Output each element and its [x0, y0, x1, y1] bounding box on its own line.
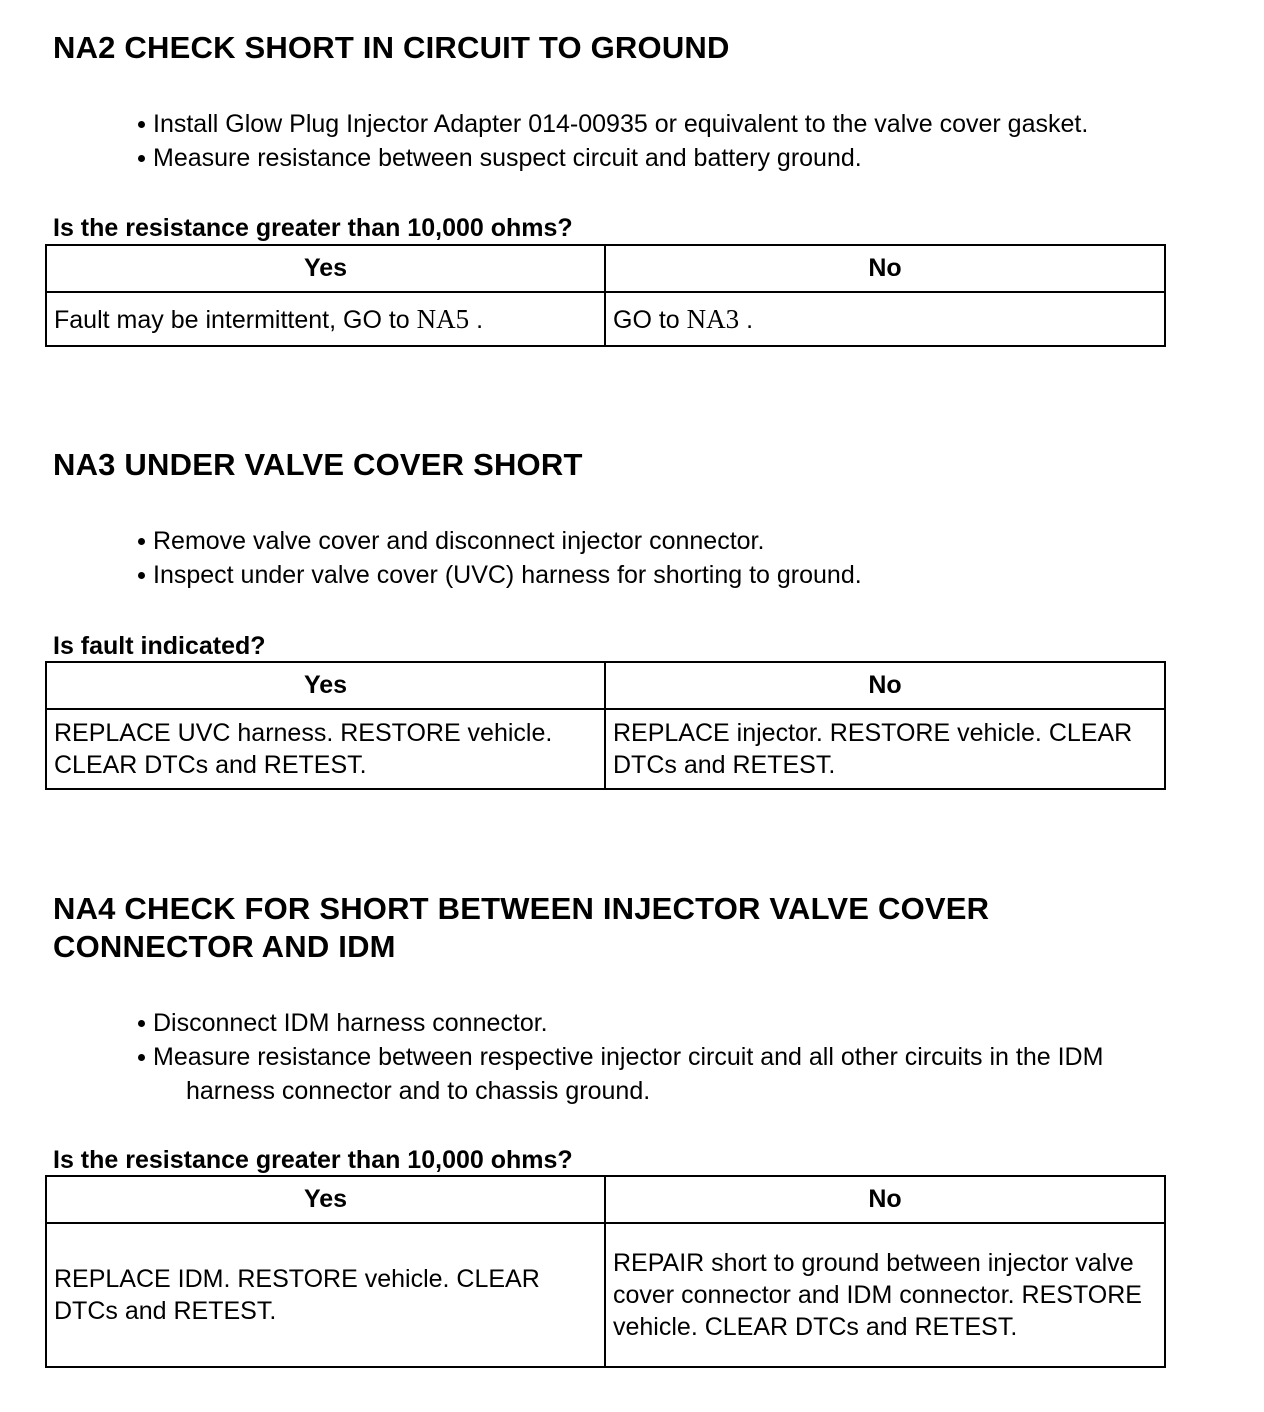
table-header-row — [46, 245, 1165, 292]
list-item: Install Glow Plug Injector Adapter 014-00935 or equivalent to the valve cover gasket. — [136, 107, 1088, 141]
yes-header: Yes — [46, 245, 605, 292]
yes-action: Fault may be intermittent, GO to NA5 . — [46, 292, 605, 346]
step-title: NA2 CHECK SHORT IN CIRCUIT TO GROUND — [53, 30, 730, 65]
table-header-row — [46, 1176, 1165, 1223]
step-question: Is the resistance greater than 10,000 ohms? — [53, 214, 573, 242]
bullet-icon — [138, 538, 145, 545]
answer-table — [45, 244, 1166, 347]
list-item: Inspect under valve cover (UVC) harness for shorting to ground. — [136, 558, 862, 592]
list-item: Measure resistance between respective injector circuit and all other circuits in the IDM harness connector and to chassis ground. — [136, 1040, 1103, 1108]
bullet-icon — [138, 1054, 145, 1061]
table-header-row — [46, 662, 1165, 709]
bullet-icon — [138, 121, 145, 128]
answer-table — [45, 661, 1166, 790]
yes-action: REPLACE IDM. RESTORE vehicle. CLEAR DTCs and RETEST. — [46, 1223, 605, 1367]
list-item: Measure resistance between suspect circuit and battery ground. — [136, 141, 1088, 175]
step-instructions — [136, 107, 1088, 175]
no-header: No — [605, 245, 1165, 292]
yes-header: Yes — [46, 1176, 605, 1223]
table-row — [46, 292, 1165, 346]
step-link-na3[interactable]: NA3 — [686, 303, 740, 334]
bullet-icon — [138, 572, 145, 579]
step-instructions — [136, 524, 862, 592]
step-instructions — [136, 1006, 1103, 1108]
answer-table — [45, 1175, 1166, 1368]
step-question: Is fault indicated? — [53, 632, 266, 660]
yes-action: REPLACE UVC harness. RESTORE vehicle. CLEAR DTCs and RETEST. — [46, 709, 605, 789]
no-action: GO to NA3 . — [605, 292, 1165, 346]
list-item: Remove valve cover and disconnect injector connector. — [136, 524, 862, 558]
no-header: No — [605, 662, 1165, 709]
yes-header: Yes — [46, 662, 605, 709]
table-row — [46, 709, 1165, 789]
table-row — [46, 1223, 1165, 1367]
step-link-na5[interactable]: NA5 — [416, 303, 470, 334]
no-action: REPLACE injector. RESTORE vehicle. CLEAR DTCs and RETEST. — [605, 709, 1165, 789]
step-title: NA4 CHECK FOR SHORT BETWEEN INJECTOR VALVE COVER CONNECTOR AND IDM — [53, 891, 990, 964]
bullet-icon — [138, 1020, 145, 1027]
no-header: No — [605, 1176, 1165, 1223]
bullet-icon — [138, 155, 145, 162]
step-title: NA3 UNDER VALVE COVER SHORT — [53, 447, 583, 482]
no-action: REPAIR short to ground between injector valve cover connector and IDM connector. RESTORE vehicle. CLEAR DTCs and RETEST. — [605, 1223, 1165, 1367]
step-question: Is the resistance greater than 10,000 ohms? — [53, 1146, 573, 1174]
list-item: Disconnect IDM harness connector. — [136, 1006, 1103, 1040]
